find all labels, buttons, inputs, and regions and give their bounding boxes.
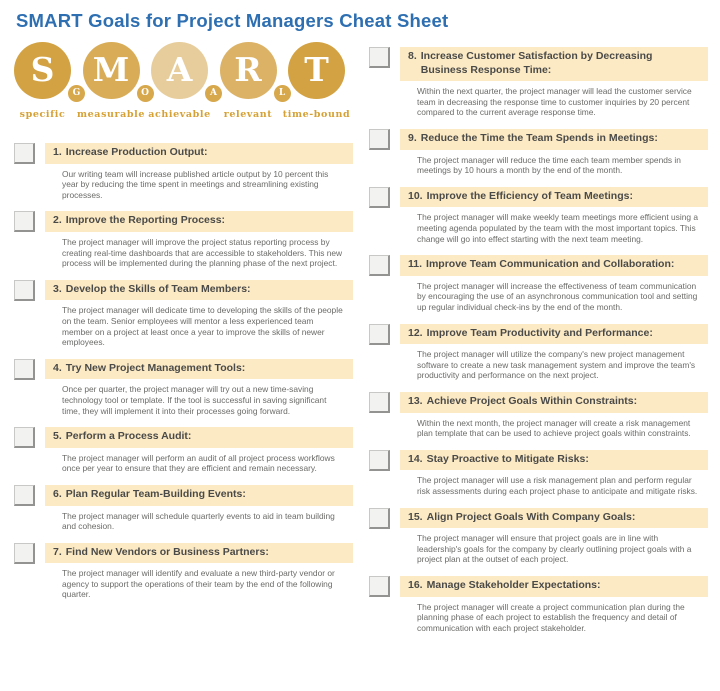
goal-content xyxy=(400,450,708,497)
goal-number: 10. xyxy=(408,189,423,202)
smart-goal-small-circle: O xyxy=(137,85,154,102)
goal-checkbox[interactable] xyxy=(369,324,390,345)
goals-column-right xyxy=(369,47,708,633)
smart-letter-circle: R xyxy=(220,42,277,99)
goal-item xyxy=(14,485,353,532)
goal-item xyxy=(369,392,708,439)
goal-heading xyxy=(400,392,708,413)
goal-checkbox[interactable] xyxy=(14,280,35,301)
page-title: SMART Goals for Project Managers Cheat Sheet xyxy=(16,10,449,31)
goal-number: 16. xyxy=(408,578,423,591)
smart-goal-small-circle: G xyxy=(68,85,85,102)
goal-checkbox[interactable] xyxy=(369,508,390,529)
goal-item xyxy=(14,543,353,600)
goal-description: The project manager will reduce the time each team member spends in meetings by 10 hours a month by the end of the month. xyxy=(417,154,681,176)
goal-number: 13. xyxy=(408,394,423,407)
goal-item xyxy=(14,211,353,268)
goal-heading xyxy=(45,359,353,380)
smart-word-label: relevant xyxy=(223,109,273,120)
goal-description: The project manager will make weekly team meetings more efficient using a meeting agenda populated by the team with the most important topics. This change will go into effect starting with the next team meeting. xyxy=(417,212,698,244)
goal-number: 5. xyxy=(53,430,62,443)
content-columns xyxy=(14,42,708,644)
goal-heading-text: Improve the Efficiency of Team Meetings: xyxy=(426,189,633,202)
goal-content xyxy=(400,576,708,633)
goal-number: 14. xyxy=(408,452,423,465)
goal-checkbox[interactable] xyxy=(14,485,35,506)
goal-content xyxy=(45,543,353,600)
smart-goal-small-circle: L xyxy=(274,85,291,102)
goal-description: The project manager will schedule quarterly events to aid in team building and cohesion. xyxy=(62,510,335,532)
goal-number: 7. xyxy=(53,545,62,558)
goal-heading xyxy=(400,187,708,208)
column-left xyxy=(14,42,353,611)
goal-checkbox[interactable] xyxy=(14,211,35,232)
goal-number: 3. xyxy=(53,282,62,295)
goal-checkbox[interactable] xyxy=(14,359,35,380)
goal-content xyxy=(400,187,708,244)
goal-description: The project manager will utilize the company's new project management software to create a new task management system and improve the team's productivity and performance on the next project. xyxy=(417,349,696,381)
smart-letter-circle: M xyxy=(83,42,140,99)
goal-content xyxy=(400,324,708,381)
goal-number: 9. xyxy=(408,132,417,145)
goal-item xyxy=(369,324,708,381)
goal-heading-text: Find New Vendors or Business Partners: xyxy=(65,545,269,558)
goal-heading xyxy=(400,508,708,529)
smart-word-label: specific xyxy=(19,109,66,120)
goal-checkbox[interactable] xyxy=(369,450,390,471)
goal-number: 6. xyxy=(53,487,62,500)
goal-heading-text: Achieve Project Goals Within Constraints: xyxy=(426,394,638,407)
goal-description: The project manager will increase the effectiveness of team communication by encouraging the use of an asynchronous communication tool and setting up regular individual check-ins by the end of the month. xyxy=(417,280,698,312)
goal-heading xyxy=(45,280,353,301)
goal-number: 8. xyxy=(408,50,417,62)
goal-number: 12. xyxy=(408,326,423,339)
goal-number: 11. xyxy=(408,258,423,271)
goal-item xyxy=(369,450,708,497)
goal-heading-text: Perform a Process Audit: xyxy=(65,430,192,443)
goal-description: Our writing team will increase published article output by 10 percent this year by reducing the time spent in meetings and streamlining existing processes. xyxy=(62,168,329,200)
goal-checkbox[interactable] xyxy=(369,576,390,597)
goal-heading xyxy=(400,129,708,150)
goal-heading xyxy=(400,450,708,471)
goal-item xyxy=(369,576,708,633)
smart-word-label: measurable xyxy=(77,109,145,120)
goal-item xyxy=(369,255,708,312)
goal-content xyxy=(45,359,353,416)
goal-content xyxy=(45,485,353,532)
goal-heading-text: Try New Project Management Tools: xyxy=(65,361,246,374)
goal-heading xyxy=(400,324,708,345)
goal-heading-text: Increase Production Output: xyxy=(65,146,208,158)
goal-heading-text: Increase Customer Satisfaction by Decreasing Business Response Time: xyxy=(420,50,653,76)
goal-heading xyxy=(400,255,708,276)
goal-number: 1. xyxy=(53,146,62,158)
goal-content xyxy=(45,280,353,348)
goal-item xyxy=(14,359,353,416)
goal-content xyxy=(400,129,708,176)
goal-heading xyxy=(45,427,353,448)
goal-heading-text: Stay Proactive to Mitigate Risks: xyxy=(426,452,589,465)
smart-word-label: time-bound xyxy=(282,109,351,120)
goal-heading xyxy=(45,543,353,564)
goal-description: The project manager will dedicate time to developing the skills of the people on the team. Senior employees will mentor a less experienced team member on a project at least once a year to improve the skills of newer employees. xyxy=(62,305,343,348)
goal-checkbox[interactable] xyxy=(14,543,35,564)
goal-item xyxy=(369,508,708,565)
goal-heading-text: Improve Team Communication and Collaboration: xyxy=(426,258,675,271)
goal-checkbox[interactable] xyxy=(369,255,390,276)
goal-description: The project manager will create a project communication plan during the planning phase of each project to establish the frequency and detail of communication with each project stakeholder. xyxy=(417,601,685,633)
goal-description: The project manager will perform an audit of all project process workflows once per year to ensure that they are efficient and remain necessary. xyxy=(62,452,335,474)
goal-checkbox[interactable] xyxy=(369,187,390,208)
goal-heading xyxy=(45,143,353,164)
goal-item xyxy=(14,280,353,348)
goal-item xyxy=(369,129,708,176)
goal-checkbox[interactable] xyxy=(369,129,390,150)
goal-number: 2. xyxy=(53,214,62,227)
goal-number: 15. xyxy=(408,510,423,523)
smart-letter-circle: S xyxy=(14,42,71,99)
goals-column-left xyxy=(14,143,353,600)
goal-content xyxy=(400,47,708,118)
goal-heading-text: Align Project Goals With Company Goals: xyxy=(426,510,636,523)
goal-checkbox[interactable] xyxy=(14,427,35,448)
column-right xyxy=(369,42,708,644)
goal-description: The project manager will identify and evaluate a new third-party vendor or agency to support the operations of their team by the end of the following quarter. xyxy=(62,568,335,600)
goal-content xyxy=(400,255,708,312)
smart-letter-circle: A xyxy=(151,42,208,99)
smart-goals-graphic xyxy=(14,42,353,128)
goal-heading-text: Manage Stakeholder Expectations: xyxy=(426,578,601,591)
goal-description: Once per quarter, the project manager will try out a new time-saving technology tool or template. If the tool is successful in saving significant time, they will implement it into their processes going forward. xyxy=(62,384,327,416)
smart-word-label: achievable xyxy=(148,109,211,120)
goal-description: Within the next quarter, the project manager will lead the customer service team in decreasing the response time to customer inquiries by 20 percent compared to the current average response time. xyxy=(417,86,692,118)
goal-description: The project manager will improve the project status reporting process by creating real-time dashboards that are accessible to stakeholders. This new process will be implemented during the planning phase of the next project. xyxy=(62,237,343,269)
smart-letter-circle: T xyxy=(288,42,345,99)
goal-item xyxy=(369,187,708,244)
smart-goal-small-circle: A xyxy=(205,85,222,102)
goal-content xyxy=(45,211,353,268)
goal-content xyxy=(45,143,353,200)
goal-heading-text: Develop the Skills of Team Members: xyxy=(65,282,251,295)
goal-heading-text: Improve the Reporting Process: xyxy=(65,214,226,227)
goal-heading-text: Improve Team Productivity and Performance: xyxy=(426,326,653,339)
goal-item xyxy=(14,143,353,200)
goal-description: Within the next month, the project manager will create a risk management plan template that can be used to achieve project goals within constraints. xyxy=(417,417,691,439)
goal-checkbox[interactable] xyxy=(14,143,35,164)
goal-checkbox[interactable] xyxy=(369,47,390,68)
goal-item xyxy=(369,47,708,118)
goal-content xyxy=(400,508,708,565)
goal-description: The project manager will ensure that project goals are in line with leadership's goals for the company by clearly outlining project goals with a project plan at the outset of each project. xyxy=(417,533,692,565)
goal-number: 4. xyxy=(53,361,62,374)
goal-content xyxy=(400,392,708,439)
goal-heading-text: Plan Regular Team-Building Events: xyxy=(65,487,246,500)
goal-description: The project manager will use a risk management plan and perform regular risk assessments during each project phase to anticipate and mitigate risks. xyxy=(417,475,698,496)
goal-heading xyxy=(400,576,708,597)
goal-heading xyxy=(45,485,353,506)
goal-heading xyxy=(45,211,353,232)
goal-heading xyxy=(400,47,708,81)
goal-item xyxy=(14,427,353,474)
goal-heading-text: Reduce the Time the Team Spends in Meetings: xyxy=(420,132,658,145)
goal-checkbox[interactable] xyxy=(369,392,390,413)
goal-content xyxy=(45,427,353,474)
